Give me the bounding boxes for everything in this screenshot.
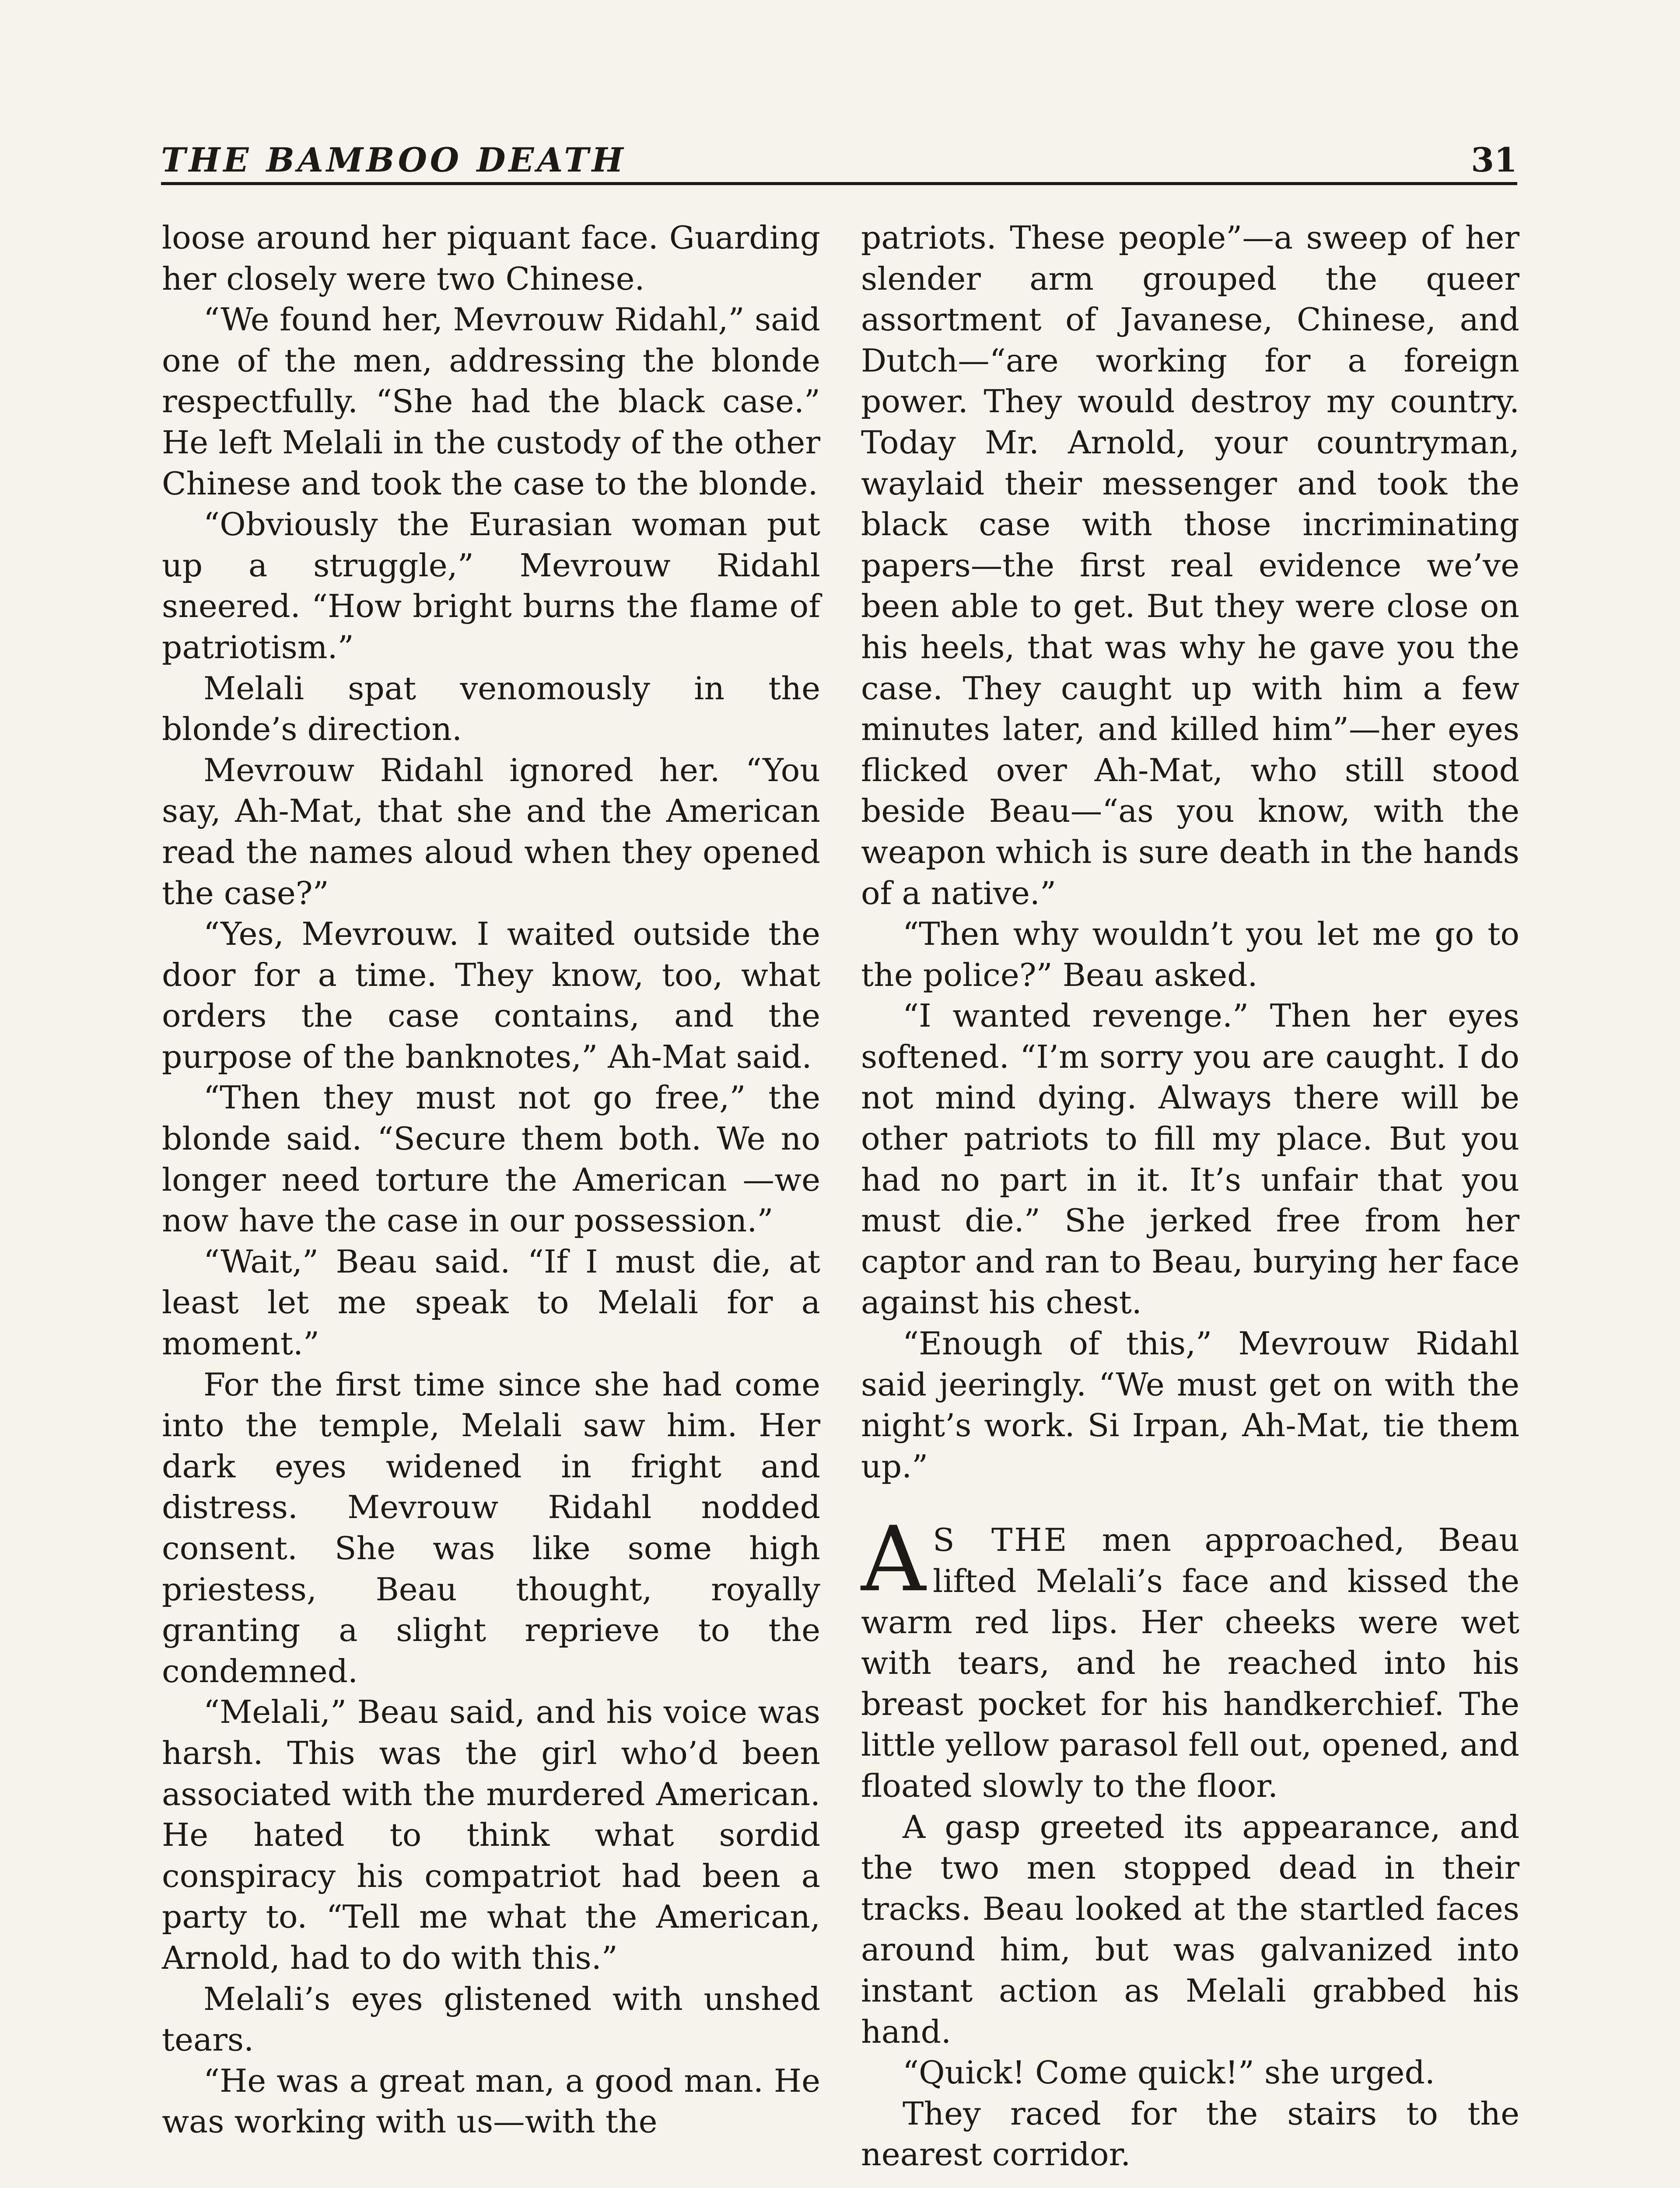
lead-in: S THE [933,1522,1069,1559]
paragraph: “I wanted revenge.” Then her eyes softened. “I’m sorry you are caught. I do not mind dying. Always there will be other patriots to fill my place. But you had no part in it. It’s unfair that you must die.” She jerked free from her captor and ran to Beau, burying her face against his chest. [861,998,1519,1322]
paragraph: Melali’s eyes glistened with unshed tears. [162,1981,820,2059]
paragraph: A gasp greeted its appearance, and the two men stopped dead in their tracks. Beau looked at the startled faces around him, but was galvanized into instant action as Melali grabbed his hand. [861,1809,1519,2051]
paragraph: “Obviously the Eurasian woman put up a struggle,” Mevrouw Ridahl sneered. “How bright burns the flame of patriotism.” [162,506,820,666]
paragraph: patriots. These people”—a sweep of her slender arm grouped the queer assortment of Javanese, Chinese, and Dutch—“are working for a foreign power. They would destroy my country. Today Mr. Arnold, your countryman, waylaid their messenger and took the black case with those incriminating papers—the first real evidence we’ve been able to get. But they were close on his heels, that was why he gave you the case. They caught up with him a few minutes later, and killed him”—her eyes flicked over Ah-Mat, who still stood beside Beau—“as you know, with the weapon which is sure death in the hands of a native.” [861,220,1519,912]
section-opening-paragraph [861,1508,1519,1807]
right-column [861,218,1519,2188]
running-title: THE BAMBOO DEATH [161,140,626,179]
paragraph: “Enough of this,” Mevrouw Ridahl said jeeringly. “We must get on with the night’s work. Si Irpan, Ah-Mat, tie them up.” [861,1325,1519,1485]
paragraph: loose around her piquant face. Guarding her closely were two Chinese. [162,220,820,298]
paragraph: “He was a great man, a good man. He was working with us—with the [162,2062,820,2141]
left-column [162,218,820,2143]
paragraph: For the first time since she had come into the temple, Melali saw him. Her dark eyes widened in fright and distress. Mevrouw Ridahl nodded consent. She was like some high priestess, Beau thought, royally granting a slight reprieve to the condemned. [162,1366,820,1690]
paragraph: They raced for the stairs to the nearest corridor. [861,2095,1519,2174]
paragraph-text: men approached, Beau lifted Melali’s face and kissed the warm red lips. Her cheeks were wet with tears, and he reached into his breast pocket for his handkerchief. The little yellow parasol fell out, opened, and floated slowly to the floor. [861,1522,1519,1805]
paragraph: “Melali,” Beau said, and his voice was harsh. This was the girl who’d been associated with the murdered American. He hated to think what sordid conspiracy his compatriot had been a party to. “Tell me what the American, Arnold, had to do with this.” [162,1694,820,1977]
paragraph: “Then they must not go free,” the blonde said. “Secure them both. We no longer need torture the American —we now have the case in our possession.” [162,1080,820,1240]
drop-cap: A [861,1508,926,1612]
paragraph: “Then why wouldn’t you let me go to the police?” Beau asked. [861,916,1519,994]
paragraph: “Yes, Mevrouw. I waited outside the door for a time. They know, too, what orders the case contains, and the purpose of the banknotes,” Ah-Mat said. [162,916,820,1076]
paragraph: “Quick! Come quick!” she urged. [903,2055,1435,2092]
page-number: 31 [1471,140,1517,179]
paragraph: “Wait,” Beau said. “If I must die, at least let me speak to Melali for a moment.” [162,1243,820,1363]
running-header [161,121,1517,185]
paragraph: Melali spat venomously in the blonde’s direction. [162,670,820,748]
paragraph: Mevrouw Ridahl ignored her. “You say, Ah-Mat, that she and the American read the names aloud when they opened the case?” [162,752,820,912]
paragraph: “We found her, Mevrouw Ridahl,” said one of the men, addressing the blonde respectfully. “She had the black case.” He left Melali in the custody of the other Chinese and took the case to the blonde. [162,302,820,502]
